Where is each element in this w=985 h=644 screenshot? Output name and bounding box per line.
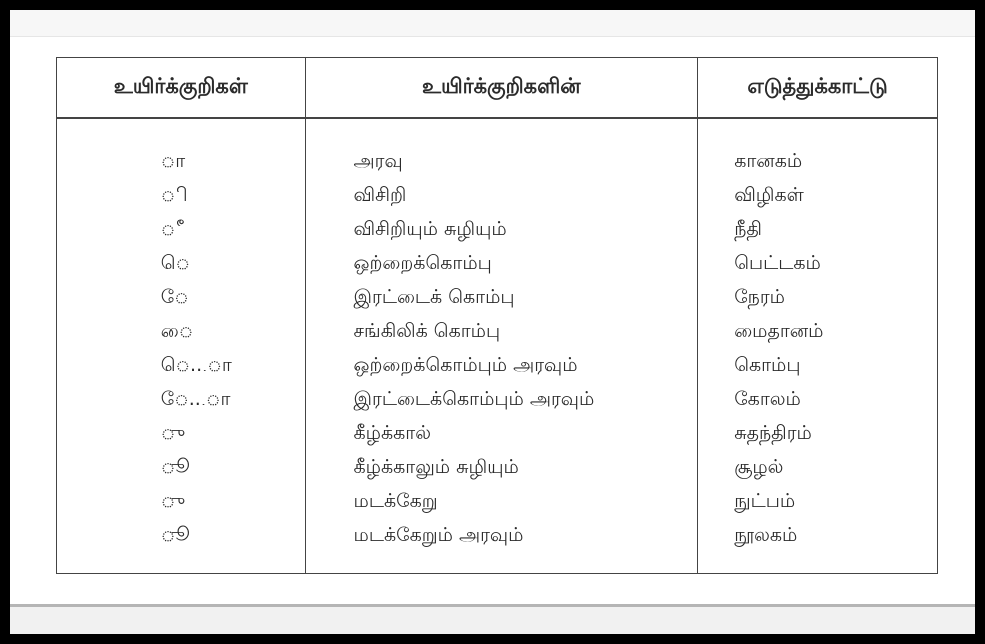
example-word: சூழல் [698,451,938,485]
sign-name: இரட்டைக் கொம்பு [305,281,698,315]
table-row [57,451,938,485]
spacer-row [57,553,938,574]
table-row [57,179,938,213]
sign-name: மடக்கேறும் அரவும் [305,519,698,553]
sign-name: அரவு [305,145,698,179]
table-row [57,281,938,315]
vowel-signs-table [56,57,938,574]
example-word: நுட்பம் [698,485,938,519]
sign-name: இரட்டைக்கொம்பும் அரவும் [305,383,698,417]
example-word: நீதி [698,213,938,247]
table-row [57,519,938,553]
sign-name: கீழ்க்காலும் சுழியும் [305,451,698,485]
example-word: நேரம் [698,281,938,315]
vowel-sign: ீ [160,217,186,240]
vowel-sign: ெ [160,251,191,274]
table-row [57,485,938,519]
table-row [57,315,938,349]
example-word: நூலகம் [698,519,938,553]
vowel-sign: ூ [160,523,190,546]
example-word: கொம்பு [698,349,938,383]
header-examples: எடுத்துக்காட்டு [698,58,938,119]
header-sign-names: உயிர்க்குறிகளின் [305,58,698,119]
spacer-row [57,118,938,145]
sign-name: விசிறி [305,179,698,213]
vowel-sign: ை [160,319,194,342]
table-row [57,247,938,281]
example-word: மைதானம் [698,315,938,349]
document-page [10,10,975,634]
example-word: கானகம் [698,145,938,179]
sign-name: ஒற்றைக்கொம்பும் அரவும் [305,349,698,383]
example-word: கோலம் [698,383,938,417]
sign-name: விசிறியும் சுழியும் [305,213,698,247]
header-row [57,58,938,119]
table-row [57,417,938,451]
example-word: பெட்டகம் [698,247,938,281]
vowel-sign: ு [160,421,186,444]
vowel-sign: ா [160,149,186,172]
vowel-sign: ே [160,285,189,308]
vowel-sign: ூ [160,455,190,478]
bottom-strip [10,607,975,634]
sign-name: கீழ்க்கால் [305,417,698,451]
header-vowel-signs: உயிர்க்குறிகள் [57,58,306,119]
vowel-sign: ெ...ா [160,353,232,376]
sign-name: சங்கிலிக் கொம்பு [305,315,698,349]
vowel-sign: ே...ா [160,387,231,410]
sign-name: ஒற்றைக்கொம்பு [305,247,698,281]
top-strip [10,10,975,37]
sign-name: மடக்கேறு [305,485,698,519]
vowel-sign: ு [160,489,186,512]
vowel-sign: ி [160,183,188,206]
table-row [57,145,938,179]
table-row [57,349,938,383]
example-word: சுதந்திரம் [698,417,938,451]
table-row [57,383,938,417]
example-word: விழிகள் [698,179,938,213]
table-row [57,213,938,247]
